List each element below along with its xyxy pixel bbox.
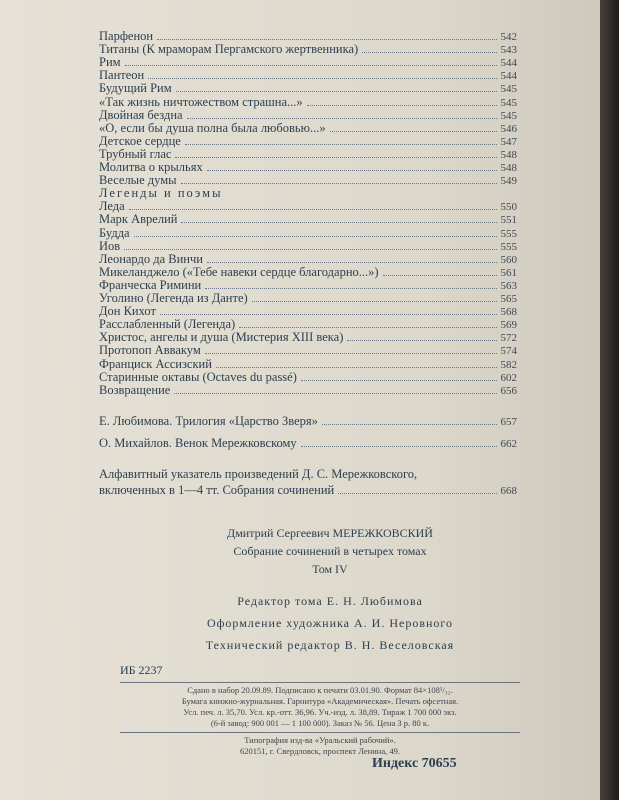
toc-entry-page: 602 <box>500 371 517 384</box>
toc-entry-page: 548 <box>500 162 517 174</box>
toc-entry-page: 568 <box>500 306 517 319</box>
leader-dots <box>181 173 497 184</box>
leader-dots <box>187 108 497 119</box>
toc-entry-page: 569 <box>500 319 517 332</box>
leader-dots <box>338 483 496 494</box>
toc-entry-page: 543 <box>500 44 517 57</box>
imprint-tech-editor: Технический редактор В. Н. Веселовская <box>205 638 455 652</box>
toc-entry-page: 548 <box>500 148 517 161</box>
toc-entry-title: «Так жизнь ничтожеством страшна...» <box>99 94 303 109</box>
leader-dots <box>383 265 497 276</box>
leader-dots <box>125 55 497 66</box>
book-spine-edge <box>600 0 619 800</box>
leader-dots <box>307 95 497 106</box>
leader-dots <box>205 343 497 354</box>
toc-entry-page: 582 <box>500 358 517 371</box>
toc-entry-title: Уголино (Легенда из Данте) <box>99 291 248 305</box>
toc-entry-title: Леонардо да Винчи <box>99 251 203 266</box>
tech-line: Бумага книжно-журнальная. Гарнитура «Академическая». Печать офсетная. <box>181 696 459 706</box>
tech-line: Усл. печ. л. 35,70. Усл. кр.-отт. 36,96. Уч.-изд. л. 38,89. Тираж 1 700 000 экз. <box>183 707 457 717</box>
toc-entry-page: 549 <box>500 175 517 188</box>
toc-entry-page: 555 <box>500 240 517 253</box>
leader-dots <box>129 199 497 210</box>
leader-dots <box>185 134 497 145</box>
leader-dots <box>207 160 497 171</box>
leader-dots <box>301 436 497 447</box>
tech-line: Сдано в набор 20.09.89. Подписано к печати 03.01.90. Формат 84×108¹/₃₂. <box>187 685 453 695</box>
leader-dots <box>176 81 497 92</box>
leader-dots <box>347 330 496 341</box>
index-entry-line2: включенных в 1—4 тт. Собрания сочинений <box>99 483 335 497</box>
imprint-tech-details <box>120 682 520 729</box>
imprint-work: Собрание сочинений в четырех томах <box>233 544 427 558</box>
leader-dots <box>322 414 497 425</box>
toc-entry-page: 565 <box>500 293 517 305</box>
leader-dots <box>157 29 496 40</box>
toc-entry-page: 545 <box>500 83 517 96</box>
leader-dots <box>252 291 497 302</box>
toc-entry-page: 542 <box>500 31 517 43</box>
index-entry-page: 668 <box>500 485 517 497</box>
toc-article-2 <box>99 436 517 451</box>
toc-entry-title: Двойная бездна <box>99 107 183 122</box>
toc-entry-title: Легенды и поэмы <box>99 186 223 201</box>
leader-dots <box>134 226 497 237</box>
leader-dots <box>148 68 496 79</box>
toc-entry-title: Титаны (К мраморам Пергамского жертвенника) <box>99 42 359 57</box>
toc-entry-title: Будущий Рим <box>99 81 172 96</box>
leader-dots <box>362 42 496 53</box>
toc-entry-page: 656 <box>500 384 517 397</box>
toc-entry-title: Трубный глас <box>99 146 172 161</box>
printer-line: Типография изд-ва «Уральский рабочий». <box>244 735 396 745</box>
toc-entry-title: Иов <box>99 238 121 253</box>
toc-entry-title: Дон Кихот <box>99 304 156 319</box>
toc-entry-title: Детское сердце <box>99 133 181 148</box>
toc-entry-title: Христос, ангелы и душа (Мистерия XIII века) <box>99 330 344 345</box>
leader-dots <box>216 357 497 368</box>
toc-entry-title: Рим <box>99 55 121 70</box>
leader-dots <box>124 239 496 250</box>
toc-entry-page: 561 <box>500 266 517 279</box>
toc-entry-title: Молитва о крыльях <box>99 160 203 174</box>
toc-entry-page: 546 <box>500 122 517 135</box>
leader-dots <box>205 278 496 289</box>
tech-line: (6-й завод: 900 001 — 1 100 000). Заказ № 56. Цена 3 р. 80 к. <box>210 718 430 728</box>
toc-entry-title: Расслабленный (Легенда) <box>99 317 236 332</box>
toc-entry-title: Леда <box>99 199 125 214</box>
leader-dots <box>160 304 497 315</box>
toc-entry-title: О. Михайлов. Венок Мережковскому <box>99 436 297 450</box>
leader-dots <box>301 370 497 381</box>
toc-entry-page: 657 <box>500 416 517 428</box>
toc-entry-page: 560 <box>500 253 517 266</box>
toc-article-1 <box>99 414 517 429</box>
toc-index-entry <box>99 466 517 499</box>
index-entry-line1: Алфавитный указатель произведений Д. С. Мережковского, <box>99 467 418 481</box>
toc-entry-title: «О, если бы душа полна была любовью...» <box>99 120 326 135</box>
printer-line: 620151, г. Свердловск, проспект Ленина, 49. <box>240 746 400 756</box>
leader-dots <box>207 252 497 263</box>
imprint-index-code: Индекс 70655 <box>372 756 457 771</box>
toc-entry-title: Возвращение <box>99 382 171 397</box>
leader-dots <box>175 147 496 158</box>
toc-entry-page: 551 <box>500 214 517 227</box>
imprint-printer <box>120 732 520 757</box>
leader-dots <box>330 121 497 132</box>
toc-entry-title: Будда <box>99 225 130 240</box>
leader-dots <box>174 383 496 394</box>
toc-entry-page: 550 <box>500 201 517 214</box>
toc-entry-page: 547 <box>500 135 517 148</box>
toc-entry <box>99 383 517 398</box>
toc-entry-title: Парфенон <box>99 29 154 43</box>
toc-entry-title: Франциск Ассизский <box>99 356 212 371</box>
toc-entry-page: 544 <box>500 70 517 83</box>
toc-entry-page: 572 <box>500 332 517 345</box>
toc-entry-page: 545 <box>500 96 517 109</box>
imprint-author: Дмитрий Сергеевич МЕРЕЖКОВСКИЙ <box>227 526 433 540</box>
toc-entry-title: Пантеон <box>99 68 145 83</box>
toc-entry-title: Е. Любимова. Трилогия «Царство Зверя» <box>99 414 318 428</box>
toc-entry-page: 662 <box>500 438 517 450</box>
toc-entry-page: 563 <box>500 279 517 292</box>
toc-entry-title: Франческа Римини <box>99 277 202 292</box>
leader-dots <box>181 212 496 223</box>
imprint-volume: Том IV <box>312 562 348 576</box>
imprint-ib-number: ИБ 2237 <box>120 663 163 677</box>
toc-entry-page: 545 <box>500 109 517 122</box>
toc-entry-title: Микеланджело («Тебе навеки сердце благодарно...») <box>99 264 379 279</box>
imprint-design: Оформление художника А. И. Неровного <box>206 616 454 630</box>
toc-entry-title: Протопоп Аввакум <box>99 343 201 358</box>
imprint-editor: Редактор тома Е. Н. Любимова <box>237 594 423 608</box>
toc-entry-page: 555 <box>500 227 517 240</box>
toc-entry-title: Марк Аврелий <box>99 212 178 227</box>
toc-entry-title: Старинные октавы (Octaves du passé) <box>99 369 297 384</box>
imprint-block <box>0 520 600 800</box>
toc-entry-title: Веселые думы <box>99 173 177 188</box>
toc-entry-page: 574 <box>500 345 517 358</box>
leader-dots <box>239 317 496 328</box>
toc-entry-page: 544 <box>500 57 517 70</box>
